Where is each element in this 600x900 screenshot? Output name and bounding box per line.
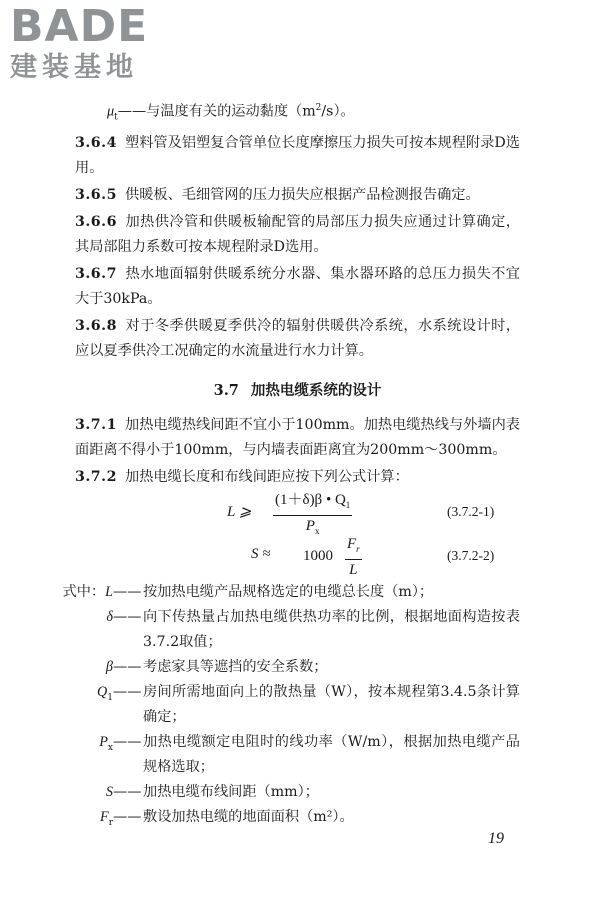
clause-3-7-2: 3.7.2 加热电缆长度和布线间距应按下列公式计算： xyxy=(75,468,409,485)
watermark-subtitle: 建装基地 xyxy=(10,52,138,83)
where-item: $F_r$ —— 敷设加热电缆的地面面积（m²）。 xyxy=(100,808,354,828)
clauses-3-6 xyxy=(75,131,520,364)
where-item: β —— 考虑家具等遮挡的安全系数； xyxy=(105,658,328,675)
formula-3-7-2-1: L ⩾ $\frac{(1+\delta)\beta • Q_1}{P_x}$ (3.7.2-1) xyxy=(227,491,495,536)
page-number: 19 xyxy=(488,830,504,847)
clause-3-6-6: 3.6.6 加热供冷管和供暖板输配管的局部压力损失应通过计算确定，其局部阻力系数可按本规程附录D选用。 xyxy=(75,213,520,255)
where-item: S —— 加热电缆布线间距（mm）； xyxy=(105,783,319,800)
where-item: 式中：L —— 按加热电缆产品规格选定的电缆总长度（m）； xyxy=(62,583,434,600)
where-list xyxy=(43,580,520,836)
var-symbol: μ xyxy=(107,103,115,120)
equation-number: (3.7.2-1) xyxy=(447,503,495,519)
equation-number: (3.7.2-2) xyxy=(447,547,495,563)
clause-3-6-7: 3.6.7 热水地面辐射供暖系统分水器、集水器环路的总压力损失不宜大于30kPa。 xyxy=(75,265,520,307)
watermark-brand: BADE xyxy=(10,1,149,52)
section-title: 3.7 加热电缆系统的设计 xyxy=(213,381,382,399)
watermark-logo xyxy=(10,1,180,88)
page-content xyxy=(62,96,520,835)
where-item: δ —— 向下传热量占加热电缆供热功率的比例，根据地面构造按表3.7.2取值； xyxy=(106,608,520,650)
clause-3-6-8: 3.6.8 对于冬季供暖夏季供冷的辐射供暖供冷系统，水系统设计时，应以夏季供冷工况确定的水流量进行水力计算。 xyxy=(75,317,520,359)
where-item: $P_x$ —— 加热电缆额定电阻时的线功率（W/m），根据加热电缆产品规格选取； xyxy=(99,733,520,775)
clause-3-6-4: 3.6.4 塑料管及铝塑复合管单位长度摩擦压力损失可按本规程附录D选用。 xyxy=(75,134,520,176)
top-variable-line: $\mu_t——$与温度有关的运动黏度$(m^2/s)$。 xyxy=(107,103,355,123)
formula-3-7-2-2: S ≈ 1000 $\frac{F_r}{L}$ (3.7.2-2) xyxy=(251,535,495,578)
clause-3-7-1: 3.7.1 加热电缆热线间距不宜小于100mm。加热电缆热线与外墙内表面距离不得小于100mm，与内墙表面距离宜为200mm～300mm。 xyxy=(75,416,520,458)
where-item: $Q_1$ —— 房间所需地面向上的散热量（W），按本规程第3.4.5条计算确定； xyxy=(97,683,520,725)
clause-3-6-5: 3.6.5 供暖板、毛细管网的压力损失应根据产品检测报告确定。 xyxy=(75,186,480,203)
